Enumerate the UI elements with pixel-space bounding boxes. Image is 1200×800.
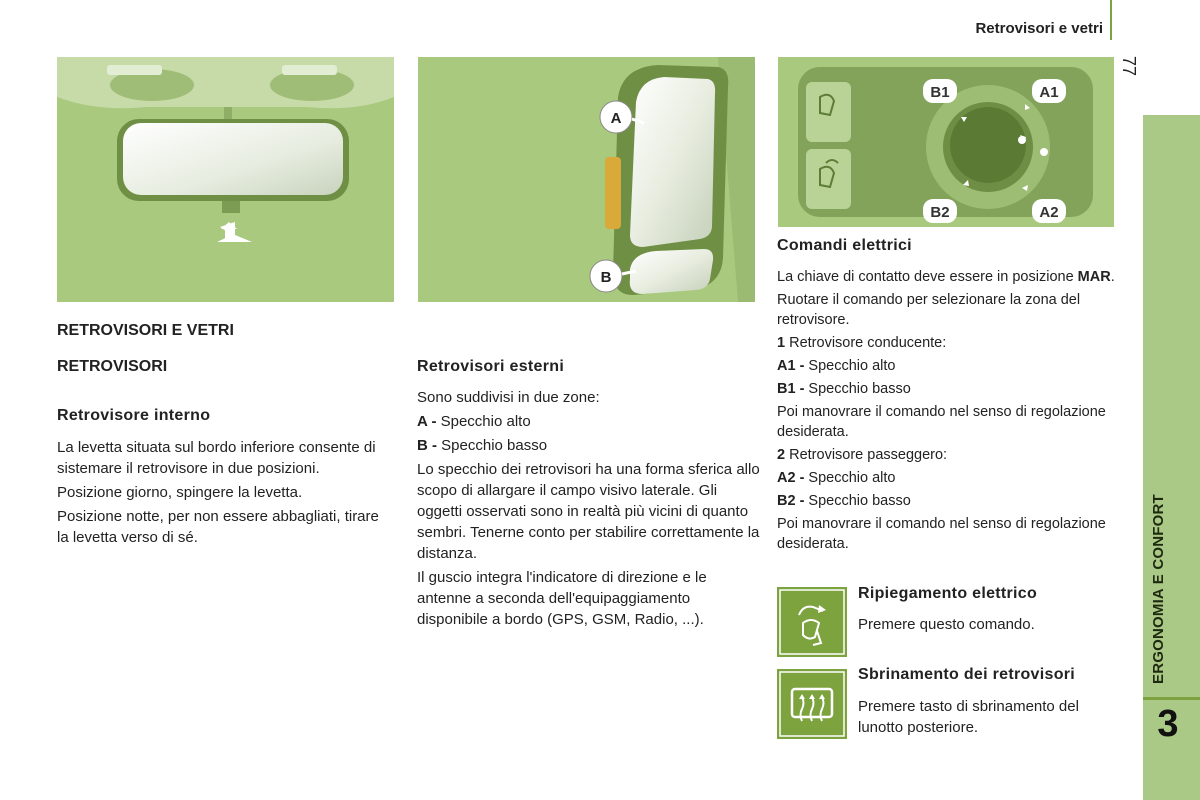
- heading-electric-folding: Ripiegamento elettrico: [858, 585, 1038, 602]
- paragraph: La levetta situata sul bordo inferiore consente di sistemare il retrovisore in due posizioni.: [57, 439, 376, 477]
- paragraph: Posizione notte, per non essere abbagliati, tirare la levetta verso di sé.: [57, 508, 379, 546]
- header-divider: [1110, 0, 1112, 40]
- chapter-tab-divider: [1143, 697, 1200, 700]
- b2-line: [777, 491, 1117, 511]
- heading-electric-controls: Comandi elettrici: [777, 237, 912, 254]
- text: Specchio alto: [804, 470, 896, 486]
- zone-b-text: Specchio basso: [437, 437, 548, 454]
- electric-controls-text: [777, 267, 1117, 557]
- paragraph: Lo specchio dei retrovisori ha una forma sferica allo scopo di allargare il campo visivo laterale. Gli oggetti osservati sono in realtà più vicini di quanto sembri. Tenerne conto per stabilire correttamente la distanza.: [417, 461, 760, 562]
- exterior-mirror-image: [418, 57, 755, 302]
- paragraph: Il guscio integra l'indicatore di direzione e le antenne a seconda dell'equipaggiamento disponibile a bordo (GPS, GSM, Radio, ...).: [417, 569, 707, 628]
- text: .: [1110, 269, 1115, 285]
- paragraph: Posizione giorno, spingere la levetta.: [57, 484, 303, 501]
- interior-mirror-text: [57, 437, 387, 551]
- paragraph: [777, 267, 1117, 287]
- zone-a-label: A -: [417, 413, 437, 430]
- zone-a-text: Specchio alto: [436, 413, 531, 430]
- b1-line: [777, 379, 1117, 399]
- exterior-mirrors-text: [417, 387, 762, 633]
- interior-mirror-image: [57, 57, 394, 302]
- text: Retrovisore passeggero:: [785, 447, 948, 463]
- exterior-mirror-illustration: [418, 57, 755, 302]
- label-b: B: [600, 269, 612, 286]
- label-a1: A1: [1039, 84, 1059, 101]
- text: Retrovisore conducente:: [785, 335, 947, 351]
- passenger-line: [777, 445, 1117, 465]
- zone-a-line: [417, 411, 762, 432]
- heading-mirror-defrost: Sbrinamento dei retrovisori: [858, 666, 1076, 683]
- text: Specchio basso: [804, 493, 911, 509]
- chapter-title: ERGONOMIA E CONFORT: [1150, 494, 1167, 684]
- paragraph: Poi manovrare il comando nel senso di regolazione desiderata.: [777, 404, 1106, 440]
- driver-line: [777, 333, 1117, 353]
- zone-b-label: B -: [417, 437, 437, 454]
- number: 2: [777, 447, 786, 463]
- b1-label: B1 -: [777, 381, 805, 397]
- paragraph: Poi manovrare il comando nel senso di regolazione desiderata.: [777, 516, 1106, 552]
- interior-mirror-illustration: [57, 57, 394, 302]
- page-number: 77: [1119, 56, 1139, 77]
- section-title: RETROVISORI E VETRI: [57, 322, 234, 339]
- mirror-control-illustration: [778, 57, 1114, 227]
- rear-defrost-icon: [777, 669, 847, 739]
- label-b2: B2: [930, 204, 950, 221]
- label-b1: B1: [930, 84, 950, 101]
- text: La chiave di contatto deve essere in posizione: [777, 269, 1078, 285]
- a2-label: A2 -: [777, 470, 805, 486]
- chapter-number: 3: [1157, 703, 1179, 745]
- mirror-fold-icon: [777, 587, 847, 657]
- a1-line: [777, 356, 1117, 376]
- mirror-control-image: [778, 57, 1114, 227]
- text: Specchio basso: [804, 381, 911, 397]
- a2-line: [777, 468, 1117, 488]
- paragraph: Ruotare il comando per selezionare la zona del retrovisore.: [777, 292, 1081, 328]
- text: Specchio alto: [804, 358, 896, 374]
- running-header: Retrovisori e vetri: [975, 20, 1103, 37]
- subsection-title: RETROVISORI: [57, 358, 168, 375]
- zone-b-line: [417, 435, 762, 456]
- key-position: MAR: [1077, 269, 1111, 285]
- a1-label: A1 -: [777, 358, 805, 374]
- number: 1: [777, 335, 786, 351]
- heading-interior-mirror: Retrovisore interno: [57, 407, 211, 424]
- b2-label: B2 -: [777, 493, 805, 509]
- label-a: A: [610, 110, 622, 127]
- paragraph: Sono suddivisi in due zone:: [417, 389, 600, 406]
- folding-text: Premere questo comando.: [858, 616, 1035, 633]
- label-a2: A2: [1039, 204, 1059, 221]
- heading-exterior-mirrors: Retrovisori esterni: [417, 358, 565, 375]
- defrost-text: Premere tasto di sbrinamento del lunotto posteriore.: [858, 698, 1079, 736]
